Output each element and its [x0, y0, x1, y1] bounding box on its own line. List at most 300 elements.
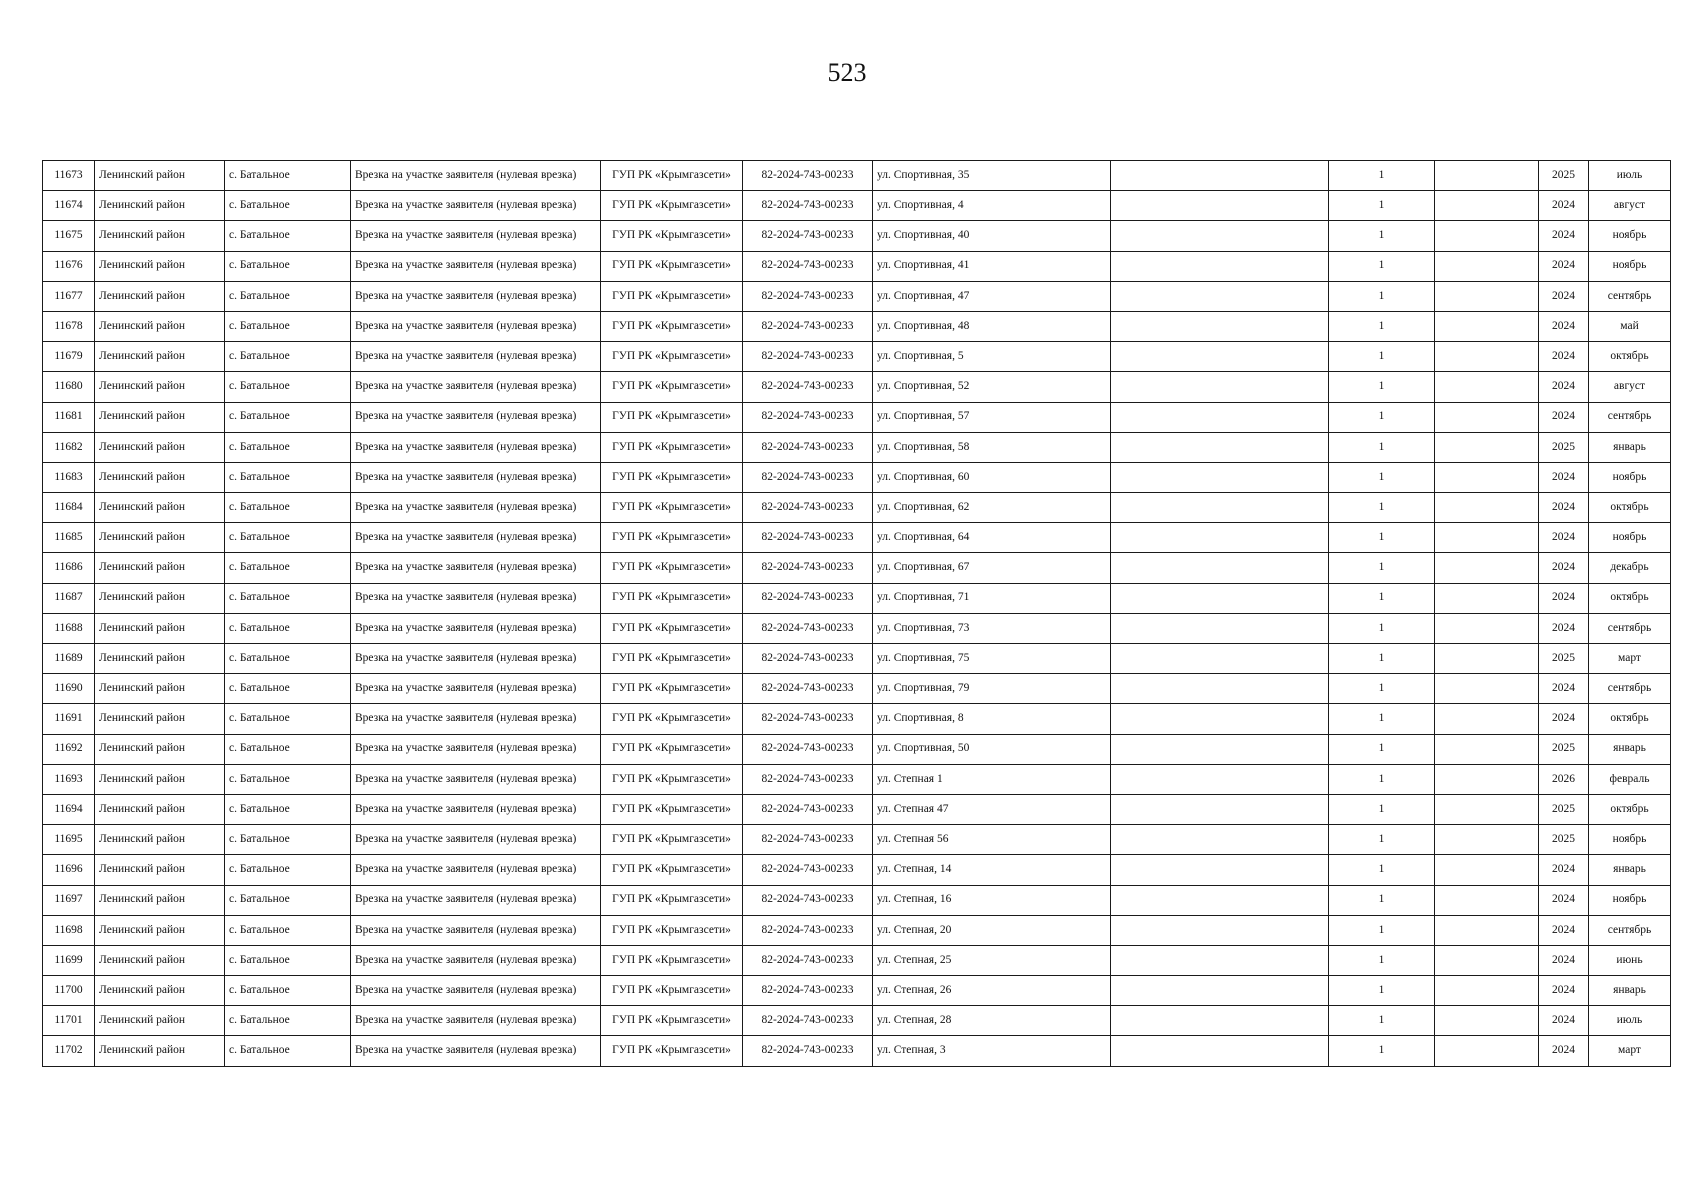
month-cell: ноябрь [1589, 462, 1671, 492]
project-code-cell: 82-2024-743-00233 [743, 583, 873, 613]
work-type-cell: Врезка на участке заявителя (нулевая врезка) [351, 976, 601, 1006]
organization-cell: ГУП РК «Крымгазсети» [601, 885, 743, 915]
table-row [43, 644, 1671, 674]
organization-cell: ГУП РК «Крымгазсети» [601, 161, 743, 191]
quantity-cell: 1 [1329, 432, 1435, 462]
table-row [43, 402, 1671, 432]
project-code-cell: 82-2024-743-00233 [743, 311, 873, 341]
work-type-cell: Врезка на участке заявителя (нулевая врезка) [351, 493, 601, 523]
year-cell: 2025 [1539, 432, 1589, 462]
month-cell: сентябрь [1589, 915, 1671, 945]
empty-cell [1435, 613, 1539, 643]
district-cell: Ленинский район [95, 311, 225, 341]
row-number-cell: 11678 [43, 311, 95, 341]
project-code-cell: 82-2024-743-00233 [743, 734, 873, 764]
month-cell: сентябрь [1589, 674, 1671, 704]
settlement-cell: с. Батальное [225, 161, 351, 191]
row-number-cell: 11692 [43, 734, 95, 764]
empty-cell [1435, 553, 1539, 583]
quantity-cell: 1 [1329, 583, 1435, 613]
empty-cell [1111, 583, 1329, 613]
district-cell: Ленинский район [95, 251, 225, 281]
quantity-cell: 1 [1329, 191, 1435, 221]
address-cell: ул. Степная, 26 [873, 976, 1111, 1006]
empty-cell [1111, 161, 1329, 191]
month-cell: июль [1589, 161, 1671, 191]
row-number-cell: 11701 [43, 1006, 95, 1036]
year-cell: 2024 [1539, 704, 1589, 734]
organization-cell: ГУП РК «Крымгазсети» [601, 1006, 743, 1036]
empty-cell [1435, 523, 1539, 553]
year-cell: 2024 [1539, 885, 1589, 915]
empty-cell [1111, 704, 1329, 734]
work-type-cell: Врезка на участке заявителя (нулевая врезка) [351, 885, 601, 915]
data-table [42, 160, 1671, 1067]
work-type-cell: Врезка на участке заявителя (нулевая врезка) [351, 191, 601, 221]
work-type-cell: Врезка на участке заявителя (нулевая врезка) [351, 402, 601, 432]
address-cell: ул. Спортивная, 4 [873, 191, 1111, 221]
empty-cell [1435, 311, 1539, 341]
quantity-cell: 1 [1329, 1036, 1435, 1066]
quantity-cell: 1 [1329, 644, 1435, 674]
row-number-cell: 11682 [43, 432, 95, 462]
month-cell: сентябрь [1589, 402, 1671, 432]
organization-cell: ГУП РК «Крымгазсети» [601, 734, 743, 764]
work-type-cell: Врезка на участке заявителя (нулевая врезка) [351, 281, 601, 311]
district-cell: Ленинский район [95, 553, 225, 583]
district-cell: Ленинский район [95, 734, 225, 764]
settlement-cell: с. Батальное [225, 342, 351, 372]
empty-cell [1111, 311, 1329, 341]
row-number-cell: 11690 [43, 674, 95, 704]
project-code-cell: 82-2024-743-00233 [743, 281, 873, 311]
settlement-cell: с. Батальное [225, 613, 351, 643]
empty-cell [1111, 553, 1329, 583]
work-type-cell: Врезка на участке заявителя (нулевая врезка) [351, 674, 601, 704]
project-code-cell: 82-2024-743-00233 [743, 493, 873, 523]
settlement-cell: с. Батальное [225, 674, 351, 704]
empty-cell [1111, 945, 1329, 975]
address-cell: ул. Спортивная, 79 [873, 674, 1111, 704]
address-cell: ул. Степная 1 [873, 764, 1111, 794]
empty-cell [1435, 281, 1539, 311]
address-cell: ул. Степная 56 [873, 825, 1111, 855]
empty-cell [1111, 191, 1329, 221]
district-cell: Ленинский район [95, 191, 225, 221]
quantity-cell: 1 [1329, 221, 1435, 251]
settlement-cell: с. Батальное [225, 583, 351, 613]
settlement-cell: с. Батальное [225, 493, 351, 523]
empty-cell [1435, 402, 1539, 432]
address-cell: ул. Степная, 28 [873, 1006, 1111, 1036]
year-cell: 2024 [1539, 674, 1589, 704]
district-cell: Ленинский район [95, 704, 225, 734]
district-cell: Ленинский район [95, 855, 225, 885]
empty-cell [1435, 462, 1539, 492]
row-number-cell: 11681 [43, 402, 95, 432]
work-type-cell: Врезка на участке заявителя (нулевая врезка) [351, 432, 601, 462]
table-row [43, 915, 1671, 945]
district-cell: Ленинский район [95, 1036, 225, 1066]
row-number-cell: 11694 [43, 794, 95, 824]
empty-cell [1111, 885, 1329, 915]
table-row [43, 493, 1671, 523]
empty-cell [1111, 342, 1329, 372]
work-type-cell: Врезка на участке заявителя (нулевая врезка) [351, 1006, 601, 1036]
row-number-cell: 11676 [43, 251, 95, 281]
settlement-cell: с. Батальное [225, 191, 351, 221]
table-row [43, 613, 1671, 643]
empty-cell [1111, 462, 1329, 492]
organization-cell: ГУП РК «Крымгазсети» [601, 764, 743, 794]
empty-cell [1435, 674, 1539, 704]
year-cell: 2025 [1539, 734, 1589, 764]
year-cell: 2024 [1539, 945, 1589, 975]
year-cell: 2024 [1539, 462, 1589, 492]
district-cell: Ленинский район [95, 825, 225, 855]
project-code-cell: 82-2024-743-00233 [743, 764, 873, 794]
month-cell: январь [1589, 855, 1671, 885]
quantity-cell: 1 [1329, 281, 1435, 311]
table-row [43, 523, 1671, 553]
row-number-cell: 11698 [43, 915, 95, 945]
month-cell: ноябрь [1589, 523, 1671, 553]
table-row [43, 221, 1671, 251]
month-cell: сентябрь [1589, 613, 1671, 643]
project-code-cell: 82-2024-743-00233 [743, 885, 873, 915]
organization-cell: ГУП РК «Крымгазсети» [601, 704, 743, 734]
address-cell: ул. Спортивная, 48 [873, 311, 1111, 341]
address-cell: ул. Спортивная, 67 [873, 553, 1111, 583]
settlement-cell: с. Батальное [225, 553, 351, 583]
empty-cell [1111, 281, 1329, 311]
work-type-cell: Врезка на участке заявителя (нулевая врезка) [351, 221, 601, 251]
settlement-cell: с. Батальное [225, 764, 351, 794]
project-code-cell: 82-2024-743-00233 [743, 915, 873, 945]
quantity-cell: 1 [1329, 1006, 1435, 1036]
table-row [43, 281, 1671, 311]
empty-cell [1435, 1006, 1539, 1036]
empty-cell [1111, 764, 1329, 794]
empty-cell [1111, 976, 1329, 1006]
empty-cell [1111, 794, 1329, 824]
project-code-cell: 82-2024-743-00233 [743, 825, 873, 855]
work-type-cell: Врезка на участке заявителя (нулевая врезка) [351, 855, 601, 885]
row-number-cell: 11696 [43, 855, 95, 885]
month-cell: декабрь [1589, 553, 1671, 583]
quantity-cell: 1 [1329, 553, 1435, 583]
table-row [43, 372, 1671, 402]
empty-cell [1435, 161, 1539, 191]
empty-cell [1435, 825, 1539, 855]
address-cell: ул. Степная, 25 [873, 945, 1111, 975]
project-code-cell: 82-2024-743-00233 [743, 704, 873, 734]
settlement-cell: с. Батальное [225, 251, 351, 281]
quantity-cell: 1 [1329, 462, 1435, 492]
row-number-cell: 11693 [43, 764, 95, 794]
project-code-cell: 82-2024-743-00233 [743, 523, 873, 553]
organization-cell: ГУП РК «Крымгазсети» [601, 945, 743, 975]
work-type-cell: Врезка на участке заявителя (нулевая врезка) [351, 945, 601, 975]
project-code-cell: 82-2024-743-00233 [743, 342, 873, 372]
work-type-cell: Врезка на участке заявителя (нулевая врезка) [351, 251, 601, 281]
work-type-cell: Врезка на участке заявителя (нулевая врезка) [351, 644, 601, 674]
empty-cell [1111, 644, 1329, 674]
empty-cell [1435, 432, 1539, 462]
settlement-cell: с. Батальное [225, 976, 351, 1006]
address-cell: ул. Спортивная, 57 [873, 402, 1111, 432]
project-code-cell: 82-2024-743-00233 [743, 1036, 873, 1066]
organization-cell: ГУП РК «Крымгазсети» [601, 372, 743, 402]
year-cell: 2025 [1539, 644, 1589, 674]
year-cell: 2024 [1539, 221, 1589, 251]
empty-cell [1435, 794, 1539, 824]
quantity-cell: 1 [1329, 342, 1435, 372]
empty-cell [1111, 372, 1329, 402]
organization-cell: ГУП РК «Крымгазсети» [601, 311, 743, 341]
quantity-cell: 1 [1329, 523, 1435, 553]
organization-cell: ГУП РК «Крымгазсети» [601, 644, 743, 674]
month-cell: январь [1589, 432, 1671, 462]
district-cell: Ленинский район [95, 764, 225, 794]
address-cell: ул. Спортивная, 35 [873, 161, 1111, 191]
year-cell: 2024 [1539, 191, 1589, 221]
month-cell: октябрь [1589, 342, 1671, 372]
organization-cell: ГУП РК «Крымгазсети» [601, 251, 743, 281]
empty-cell [1435, 251, 1539, 281]
district-cell: Ленинский район [95, 221, 225, 251]
project-code-cell: 82-2024-743-00233 [743, 613, 873, 643]
address-cell: ул. Спортивная, 50 [873, 734, 1111, 764]
year-cell: 2024 [1539, 553, 1589, 583]
year-cell: 2025 [1539, 825, 1589, 855]
district-cell: Ленинский район [95, 161, 225, 191]
month-cell: июль [1589, 1006, 1671, 1036]
district-cell: Ленинский район [95, 462, 225, 492]
district-cell: Ленинский район [95, 794, 225, 824]
work-type-cell: Врезка на участке заявителя (нулевая врезка) [351, 794, 601, 824]
month-cell: ноябрь [1589, 251, 1671, 281]
empty-cell [1435, 976, 1539, 1006]
organization-cell: ГУП РК «Крымгазсети» [601, 794, 743, 824]
year-cell: 2025 [1539, 794, 1589, 824]
month-cell: июнь [1589, 945, 1671, 975]
row-number-cell: 11688 [43, 613, 95, 643]
organization-cell: ГУП РК «Крымгазсети» [601, 976, 743, 1006]
table-row [43, 885, 1671, 915]
empty-cell [1111, 734, 1329, 764]
settlement-cell: с. Батальное [225, 432, 351, 462]
table-row [43, 583, 1671, 613]
work-type-cell: Врезка на участке заявителя (нулевая врезка) [351, 704, 601, 734]
address-cell: ул. Спортивная, 73 [873, 613, 1111, 643]
settlement-cell: с. Батальное [225, 794, 351, 824]
table-row [43, 1036, 1671, 1066]
organization-cell: ГУП РК «Крымгазсети» [601, 613, 743, 643]
project-code-cell: 82-2024-743-00233 [743, 402, 873, 432]
organization-cell: ГУП РК «Крымгазсети» [601, 915, 743, 945]
table-row [43, 794, 1671, 824]
row-number-cell: 11691 [43, 704, 95, 734]
work-type-cell: Врезка на участке заявителя (нулевая врезка) [351, 553, 601, 583]
district-cell: Ленинский район [95, 493, 225, 523]
address-cell: ул. Спортивная, 62 [873, 493, 1111, 523]
address-cell: ул. Степная, 16 [873, 885, 1111, 915]
year-cell: 2024 [1539, 402, 1589, 432]
empty-cell [1111, 1036, 1329, 1066]
work-type-cell: Врезка на участке заявителя (нулевая врезка) [351, 1036, 601, 1066]
table-row [43, 674, 1671, 704]
row-number-cell: 11673 [43, 161, 95, 191]
row-number-cell: 11702 [43, 1036, 95, 1066]
project-code-cell: 82-2024-743-00233 [743, 161, 873, 191]
address-cell: ул. Спортивная, 5 [873, 342, 1111, 372]
year-cell: 2024 [1539, 1036, 1589, 1066]
empty-cell [1111, 674, 1329, 704]
table-row [43, 945, 1671, 975]
quantity-cell: 1 [1329, 402, 1435, 432]
empty-cell [1435, 342, 1539, 372]
row-number-cell: 11677 [43, 281, 95, 311]
settlement-cell: с. Батальное [225, 915, 351, 945]
table-body [43, 161, 1671, 1067]
table-row [43, 1006, 1671, 1036]
settlement-cell: с. Батальное [225, 855, 351, 885]
work-type-cell: Врезка на участке заявителя (нулевая врезка) [351, 583, 601, 613]
quantity-cell: 1 [1329, 493, 1435, 523]
project-code-cell: 82-2024-743-00233 [743, 674, 873, 704]
table-row [43, 311, 1671, 341]
year-cell: 2024 [1539, 613, 1589, 643]
empty-cell [1111, 221, 1329, 251]
quantity-cell: 1 [1329, 885, 1435, 915]
organization-cell: ГУП РК «Крымгазсети» [601, 493, 743, 523]
year-cell: 2024 [1539, 855, 1589, 885]
project-code-cell: 82-2024-743-00233 [743, 251, 873, 281]
address-cell: ул. Степная, 3 [873, 1036, 1111, 1066]
quantity-cell: 1 [1329, 915, 1435, 945]
row-number-cell: 11680 [43, 372, 95, 402]
district-cell: Ленинский район [95, 613, 225, 643]
work-type-cell: Врезка на участке заявителя (нулевая врезка) [351, 311, 601, 341]
settlement-cell: с. Батальное [225, 462, 351, 492]
row-number-cell: 11683 [43, 462, 95, 492]
organization-cell: ГУП РК «Крымгазсети» [601, 855, 743, 885]
district-cell: Ленинский район [95, 644, 225, 674]
month-cell: январь [1589, 734, 1671, 764]
quantity-cell: 1 [1329, 734, 1435, 764]
month-cell: май [1589, 311, 1671, 341]
empty-cell [1111, 613, 1329, 643]
empty-cell [1111, 251, 1329, 281]
year-cell: 2024 [1539, 523, 1589, 553]
row-number-cell: 11684 [43, 493, 95, 523]
empty-cell [1435, 734, 1539, 764]
empty-cell [1435, 764, 1539, 794]
district-cell: Ленинский район [95, 342, 225, 372]
year-cell: 2024 [1539, 976, 1589, 1006]
empty-cell [1435, 221, 1539, 251]
organization-cell: ГУП РК «Крымгазсети» [601, 432, 743, 462]
project-code-cell: 82-2024-743-00233 [743, 432, 873, 462]
month-cell: февраль [1589, 764, 1671, 794]
district-cell: Ленинский район [95, 281, 225, 311]
quantity-cell: 1 [1329, 855, 1435, 885]
empty-cell [1111, 493, 1329, 523]
year-cell: 2024 [1539, 583, 1589, 613]
quantity-cell: 1 [1329, 976, 1435, 1006]
row-number-cell: 11697 [43, 885, 95, 915]
empty-cell [1435, 704, 1539, 734]
project-code-cell: 82-2024-743-00233 [743, 221, 873, 251]
organization-cell: ГУП РК «Крымгазсети» [601, 462, 743, 492]
month-cell: октябрь [1589, 794, 1671, 824]
quantity-cell: 1 [1329, 251, 1435, 281]
empty-cell [1435, 493, 1539, 523]
district-cell: Ленинский район [95, 915, 225, 945]
district-cell: Ленинский район [95, 976, 225, 1006]
organization-cell: ГУП РК «Крымгазсети» [601, 342, 743, 372]
settlement-cell: с. Батальное [225, 644, 351, 674]
organization-cell: ГУП РК «Крымгазсети» [601, 1036, 743, 1066]
empty-cell [1435, 915, 1539, 945]
quantity-cell: 1 [1329, 311, 1435, 341]
year-cell: 2024 [1539, 251, 1589, 281]
quantity-cell: 1 [1329, 764, 1435, 794]
settlement-cell: с. Батальное [225, 1006, 351, 1036]
empty-cell [1111, 402, 1329, 432]
district-cell: Ленинский район [95, 583, 225, 613]
project-code-cell: 82-2024-743-00233 [743, 976, 873, 1006]
settlement-cell: с. Батальное [225, 825, 351, 855]
project-code-cell: 82-2024-743-00233 [743, 553, 873, 583]
quantity-cell: 1 [1329, 372, 1435, 402]
address-cell: ул. Спортивная, 64 [873, 523, 1111, 553]
year-cell: 2024 [1539, 342, 1589, 372]
project-code-cell: 82-2024-743-00233 [743, 644, 873, 674]
work-type-cell: Врезка на участке заявителя (нулевая врезка) [351, 825, 601, 855]
quantity-cell: 1 [1329, 945, 1435, 975]
table-row [43, 976, 1671, 1006]
quantity-cell: 1 [1329, 674, 1435, 704]
address-cell: ул. Спортивная, 71 [873, 583, 1111, 613]
address-cell: ул. Спортивная, 60 [873, 462, 1111, 492]
address-cell: ул. Спортивная, 40 [873, 221, 1111, 251]
row-number-cell: 11675 [43, 221, 95, 251]
district-cell: Ленинский район [95, 885, 225, 915]
district-cell: Ленинский район [95, 1006, 225, 1036]
row-number-cell: 11685 [43, 523, 95, 553]
organization-cell: ГУП РК «Крымгазсети» [601, 402, 743, 432]
work-type-cell: Врезка на участке заявителя (нулевая врезка) [351, 613, 601, 643]
month-cell: август [1589, 191, 1671, 221]
organization-cell: ГУП РК «Крымгазсети» [601, 583, 743, 613]
project-code-cell: 82-2024-743-00233 [743, 945, 873, 975]
settlement-cell: с. Батальное [225, 221, 351, 251]
quantity-cell: 1 [1329, 825, 1435, 855]
settlement-cell: с. Батальное [225, 402, 351, 432]
district-cell: Ленинский район [95, 523, 225, 553]
empty-cell [1435, 885, 1539, 915]
quantity-cell: 1 [1329, 704, 1435, 734]
empty-cell [1435, 583, 1539, 613]
year-cell: 2024 [1539, 915, 1589, 945]
quantity-cell: 1 [1329, 161, 1435, 191]
empty-cell [1111, 1006, 1329, 1036]
table-row [43, 432, 1671, 462]
work-type-cell: Врезка на участке заявителя (нулевая врезка) [351, 462, 601, 492]
table-row [43, 764, 1671, 794]
